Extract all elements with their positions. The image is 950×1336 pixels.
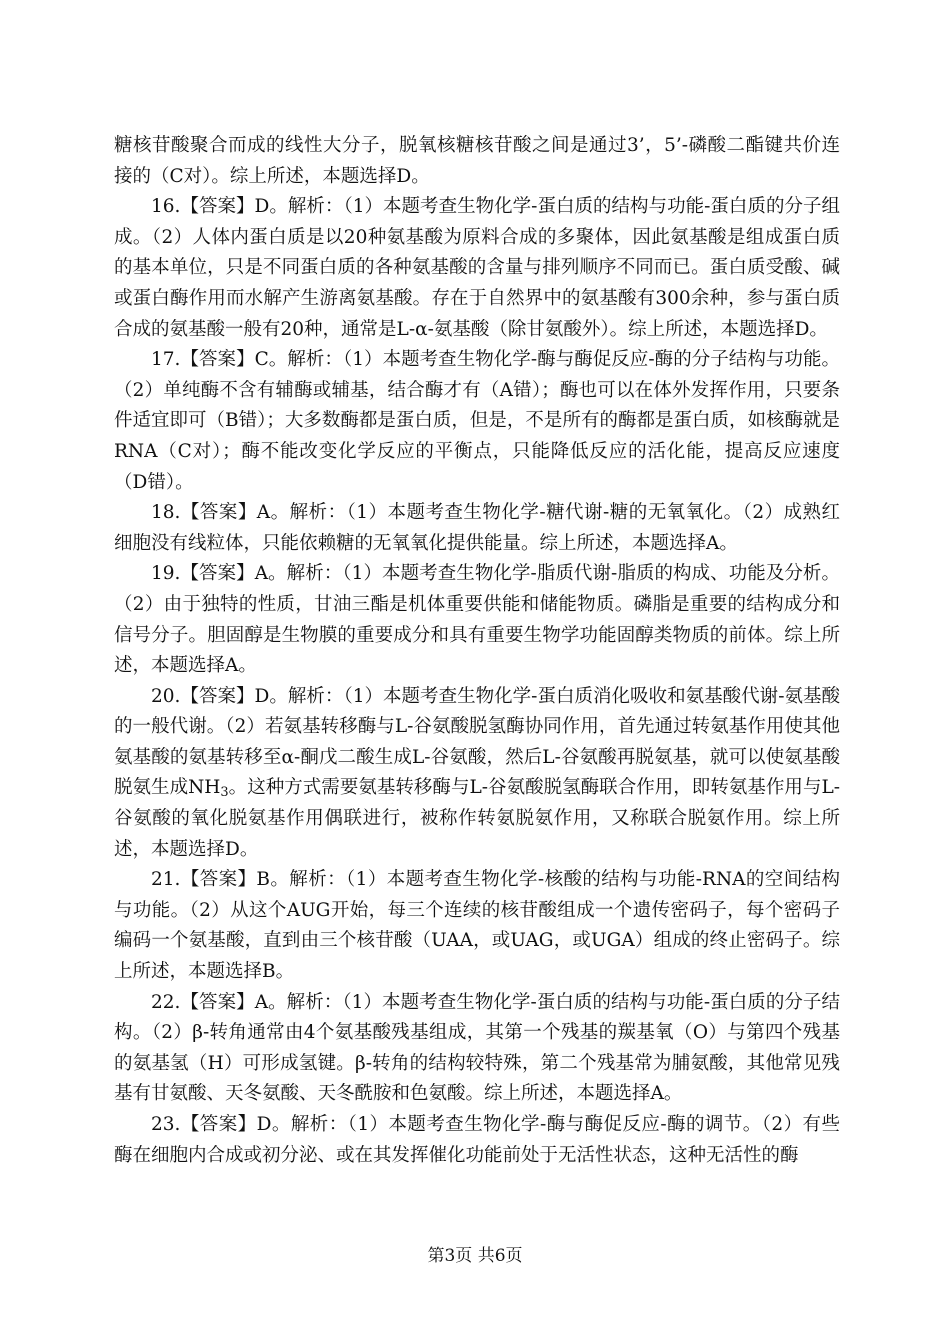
page-number-footer: 第3页 共6页 xyxy=(427,1246,523,1266)
subscript-3: 3 xyxy=(220,785,229,801)
paragraph-continuation: 糖核苷酸聚合而成的线性大分子，脱氧核糖核苷酸之间是通过3’，5’-磷酸二酯键共价连接的（C对）。综上所述，本题选择D。 xyxy=(114,135,840,187)
answer-22: 22.【答案】A。解析：（1）本题考查生物化学-蛋白质的结构与功能-蛋白质的分子结构。（2）β-转角通常由4个氨基酸残基组成，其第一个残基的羰基氧（O）与第四个残基的氨基氢（H）可形成氢键。β-转角的结构较特殊，第二个残基常为脯氨酸，其他常见残基有甘氨酸、天冬氨酸、天冬酰胺和色氨酸。综上所述，本题选择A。 xyxy=(114,991,840,1105)
answer-17: 17.【答案】C。解析：（1）本题考查生物化学-酶与酶促反应-酶的分子结构与功能。（2）单纯酶不含有辅酶或辅基，结合酶才有（A错）；酶也可以在体外发挥作用，只要条件适宜即可（B错）；大多数酶都是蛋白质，但是，不是所有的酶都是蛋白质，如核酶就是RNA（C对）；酶不能改变化学反应的平衡点，只能降低反应的活化能，提高反应速度（D错）。 xyxy=(114,349,840,493)
answer-20-part2: 。这种方式需要氨基转移酶与L-谷氨酸脱氢酶联合作用，即转氨基作用与L-谷氨酸的氧化脱氨基作用偶联进行，被称作转氨脱氨作用，又称联合脱氨作用。综上所述，本题选择D。 xyxy=(114,777,840,860)
answer-16: 16.【答案】D。解析：（1）本题考查生物化学-蛋白质的结构与功能-蛋白质的分子组成。（2）人体内蛋白质是以20种氨基酸为原料合成的多聚体，因此氨基酸是组成蛋白质的基本单位，只是不同蛋白质的各种氨基酸的含量与排列顺序不同而已。蛋白质受酸、碱或蛋白酶作用而水解产生游离氨基酸。存在于自然界中的氨基酸有300余种，参与蛋白质合成的氨基酸一般有20种，通常是L-α-氨基酸（除甘氨酸外）。综上所述，本题选择D。 xyxy=(114,196,840,340)
answer-explanations xyxy=(114,131,840,1171)
answer-19: 19.【答案】A。解析：（1）本题考查生物化学-脂质代谢-脂质的构成、功能及分析。（2）由于独特的性质，甘油三酯是机体重要供能和储能物质。磷脂是重要的结构成分和信号分子。胆固醇是生物膜的重要成分和具有重要生物学功能固醇类物质的前体。综上所述，本题选择A。 xyxy=(114,563,840,677)
answer-20-part1: 20.【答案】D。解析：（1）本题考查生物化学-蛋白质消化吸收和氨基酸代谢-氨基酸的一般代谢。（2）若氨基转移酶与L-谷氨酸脱氢酶协同作用，首先通过转氨基作用使其他氨基酸的氨基转移至α-酮戊二酸生成L-谷氨酸，然后L-谷氨酸再脱氨基，就可以使氨基酸脱氨生成NH xyxy=(114,685,840,799)
answer-23: 23.【答案】D。解析：（1）本题考查生物化学-酶与酶促反应-酶的调节。（2）有些酶在细胞内合成或初分泌、或在其发挥催化功能前处于无活性状态，这种无活性的酶 xyxy=(114,1114,840,1166)
answer-20 xyxy=(114,682,840,866)
answer-21: 21.【答案】B。解析：（1）本题考查生物化学-核酸的结构与功能-RNA的空间结构与功能。（2）从这个AUG开始，每三个连续的核苷酸组成一个遗传密码子，每个密码子编码一个氨基酸，直到由三个核苷酸（UAA，或UAG，或UGA）组成的终止密码子。综上所述，本题选择B。 xyxy=(114,869,840,983)
answer-18: 18.【答案】A。解析：（1）本题考查生物化学-糖代谢-糖的无氧氧化。（2）成熟红细胞没有线粒体，只能依赖糖的无氧氧化提供能量。综上所述，本题选择A。 xyxy=(114,502,840,554)
